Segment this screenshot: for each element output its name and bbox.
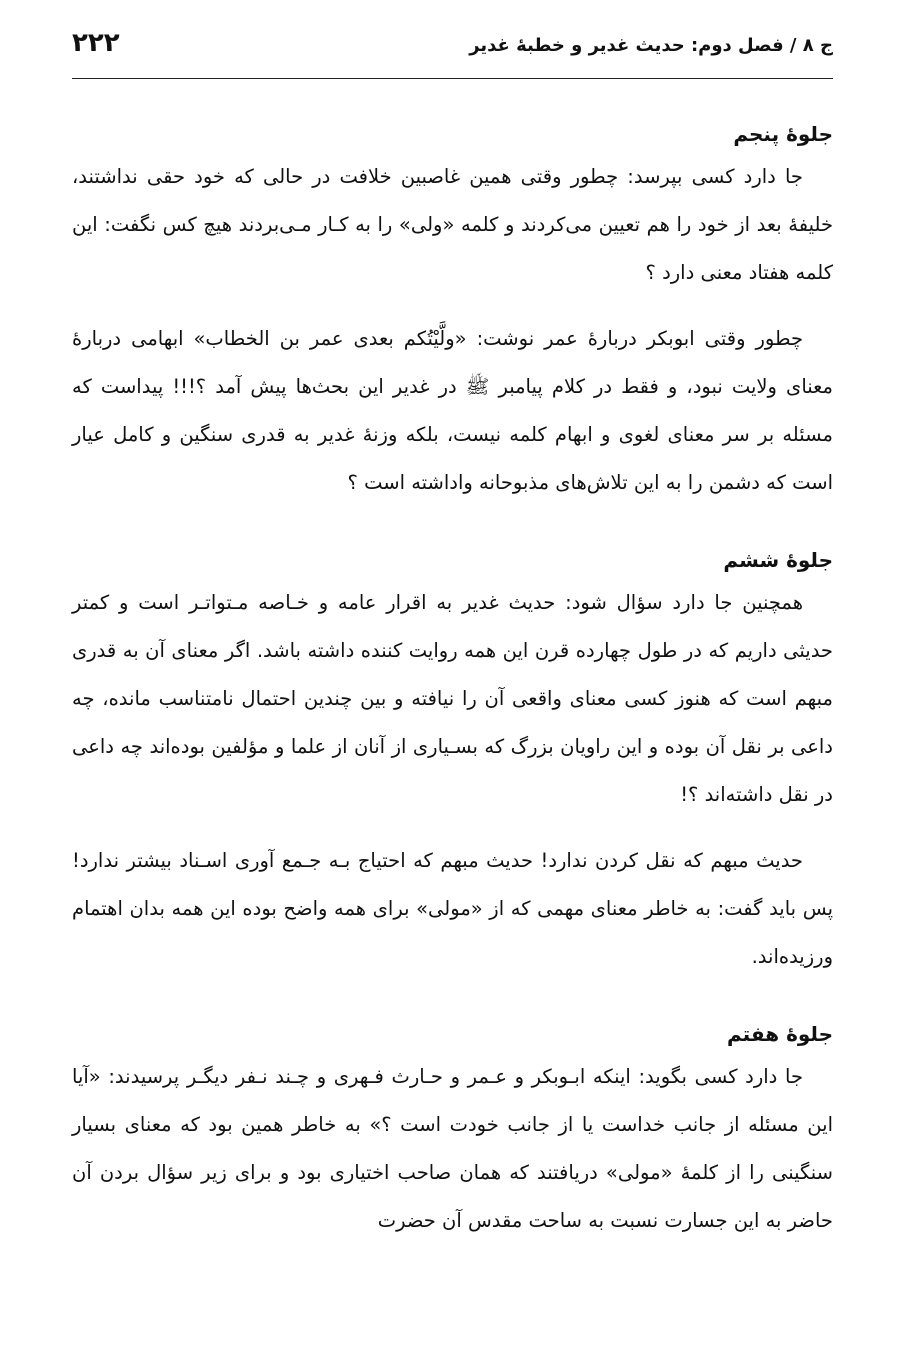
section-seventh-manifestation xyxy=(72,1019,833,1245)
page-number: ۲۲۲ xyxy=(72,28,120,58)
paragraph: همچنین جا دارد سؤال شود: حدیث غدیر به اقرار عامه و خـاصه مـتواتـر است و کمتر حدیثی داریم که در طول چهارده قرن این همه روایت کننده داشته باشد. اگر معنای آن به قدری مبهم است که هنوز کسی معنای واقعی آن را نیافته و بین چندین احتمال نامتناسب مانده، چه داعی بر نقل آن بوده و این راویان بزرگ که بسـیاری از آنان از علما و مؤلفین بوده‌اند چه داعی در نقل داشته‌اند ؟! xyxy=(72,591,833,806)
running-title: ج ۸ / فصل دوم: حدیث غدیر و خطبهٔ غدیر xyxy=(469,35,833,56)
page-header xyxy=(72,28,833,79)
section-fifth-manifestation xyxy=(72,119,833,507)
paragraph: حدیث مبهم که نقل کردن ندارد! حدیث مبهم که احتیاج بـه جـمع آوری اسـناد بیشتر ندارد! پس باید گفت: به خاطر معنای مهمی که از «مولی» برای همه واضح بوده این همه بدان اهتمام ورزیده‌اند. xyxy=(72,849,833,968)
paragraph: جا دارد کسی بگوید: اینکه ابـوبکر و عـمر و حـارث فـهری و چـند نـفر دیگـر پرسیدند: «آیا این مسئله از جانب خداست یا از جانب خودت است ؟» به خاطر همین بود که معنای بسیار سنگینی را از کلمهٔ «مولی» دریافتند که همان صاحب اختیاری بود و برای زیر سؤال بردن آن حاضر به این جسارت نسبت به ساحت مقدس آن حضرت xyxy=(72,1065,833,1232)
section-sixth-manifestation xyxy=(72,545,833,981)
section-heading: جلوهٔ ششم xyxy=(723,548,833,572)
section-heading: جلوهٔ پنجم xyxy=(733,122,833,146)
paragraph: چطور وقتی ابوبکر دربارهٔ عمر نوشت: «ولَّیْتُکم بعدی عمر بن الخطاب» ابهامی دربارهٔ معنای ولایت نبود، و فقط در کلام پیامبر ﷺ در غدیر این بحث‌ها پیش آمد ؟!!! پیداست که مسئله بر سر معنای لغوی و ابهام کلمه نیست، بلکه وزنهٔ غدیر به قدری سنگین و کامل عیار است که دشمن را به این تلاش‌های مذبوحانه واداشته است ؟ xyxy=(72,327,833,494)
paragraph: جا دارد کسی بپرسد: چطور وقتی همین غاصبین خلافت در حالی که خود حقی نداشتند، خلیفهٔ بعد از خود را هم تعیین می‌کردند و کلمه «ولی» را به کـار مـی‌بردند هیچ کس نگفت: این کلمه هفتاد معنی دارد ؟ xyxy=(72,165,833,284)
book-page xyxy=(72,28,833,1263)
section-heading: جلوهٔ هفتم xyxy=(727,1022,833,1046)
